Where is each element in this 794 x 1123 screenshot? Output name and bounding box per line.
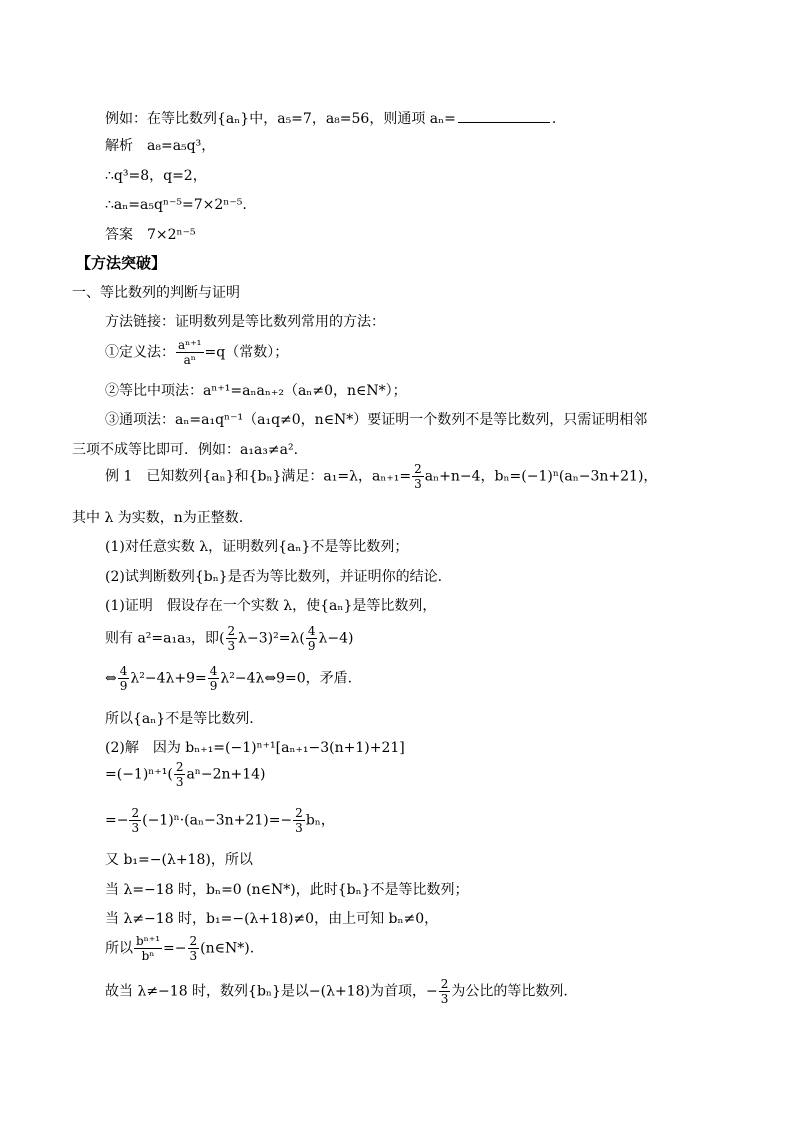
proof-1-conclusion: 所以{aₙ}不是等比数列. <box>105 711 254 727</box>
subsection-title: 一、等比数列的判断与证明 <box>72 285 240 301</box>
example-1-condition: 其中 λ 为实数，n为正整数. <box>72 510 244 526</box>
solution-2-step: =− $\frac{2}{3}$ (−1)ⁿ·(aₙ−3n+21)=− $\frac{2}{3}$ bₙ， <box>105 806 335 835</box>
step-line: ∴q³=8，q=2， <box>105 168 207 184</box>
fraction: $\frac{2}{3}$ <box>175 760 184 789</box>
proof-1-equivalence: ⇔ $\frac{4}{9}$ λ²−4λ+9= $\frac{4}{9}$ λ²−4λ⇔9=0，矛盾. <box>105 664 353 693</box>
example-line: 例如：在等比数列{aₙ}中，a₅=7，a₈=56，则通项 aₙ= . <box>105 108 556 128</box>
method-continuation: 三项不成等比即可．例如：a₁a₃≠a². <box>72 442 299 458</box>
fraction: $\frac{\text{aⁿ⁺¹}}{\text{aⁿ}}$ <box>178 338 202 367</box>
proof-1-equation: 则有 a²=a₁a₃，即( $\frac{2}{3}$ λ−3)²=λ( $\frac{4}{9}$ λ−4) <box>105 624 354 653</box>
fraction: $\frac{2}{3}$ <box>227 624 236 653</box>
solution-2-case-2: 当 λ≠−18 时，b₁=−(λ+18)≠0，由上可知 bₙ≠0， <box>105 911 439 927</box>
fraction: $\frac{4}{9}$ <box>119 664 128 693</box>
fraction: $\frac{\text{bⁿ⁺¹}}{\text{bⁿ}}$ <box>136 934 161 963</box>
solution-2-case-1: 当 λ=−18 时，bₙ=0 (n∈N*)，此时{bₙ}不是等比数列； <box>105 882 469 898</box>
method-definition: ①定义法： $\frac{\text{aⁿ⁺¹}}{\text{aⁿ}}$ =q（常数）； <box>105 338 289 367</box>
method-general-term: ③通项法：aₙ=a₁qⁿ⁻¹（a₁q≠0，n∈N*）要证明一个数列不是等比数列，只需证明相邻 <box>105 412 648 428</box>
fraction: $\frac{2}{3}$ <box>440 977 449 1006</box>
answer-blank <box>458 108 550 123</box>
fraction: $\frac{2}{3}$ <box>414 462 422 491</box>
analysis-line: 解析 a₈=a₅q³， <box>105 138 216 154</box>
solution-2-conclusion: 故当 λ≠−18 时，数列{bₙ}是以−(λ+18)为首项，− $\frac{2}{3}$ 为公比的等比数列. <box>105 977 568 1006</box>
solution-2-ratio: 所以 $\frac{\text{bⁿ⁺¹}}{\text{bⁿ}}$ =− $\frac{2}{3}$ (n∈N*). <box>105 934 255 963</box>
solution-2-start: (2)解 因为 bₙ₊₁=(−1)ⁿ⁺¹[aₙ₊₁−3(n+1)+21] <box>105 740 405 756</box>
fraction: $\frac{4}{9}$ <box>209 664 218 693</box>
fraction: $\frac{4}{9}$ <box>307 624 316 653</box>
fraction: $\frac{2}{3}$ <box>189 934 198 963</box>
fraction: $\frac{2}{3}$ <box>295 806 303 835</box>
solution-2-step: 又 b₁=−(λ+18)，所以 <box>105 852 253 868</box>
method-intro: 方法链接：证明数列是等比数列常用的方法： <box>105 314 385 330</box>
method-geometric-mean: ②等比中项法：aⁿ⁺¹=aₙaₙ₊₂（aₙ≠0，n∈N*）； <box>105 383 407 399</box>
question-2: (2)试判断数列{bₙ}是否为等比数列，并证明你的结论. <box>105 569 443 585</box>
step-line: ∴aₙ=a₅qⁿ⁻⁵=7×2ⁿ⁻⁵. <box>105 197 247 213</box>
question-1: (1)对任意实数 λ，证明数列{aₙ}不是等比数列； <box>105 539 409 555</box>
solution-2-step: =(−1)ⁿ⁺¹( $\frac{2}{3}$ aⁿ−2n+14) <box>105 760 266 789</box>
proof-1-start: (1)证明 假设存在一个实数 λ，使{aₙ}是等比数列， <box>105 598 437 614</box>
section-heading: 【方法突破】 <box>76 254 167 272</box>
example-1-statement: 例 1 已知数列{aₙ}和{bₙ}满足：a₁=λ，aₙ₊₁= $\frac{2}{3}$ aₙ+n−4，bₙ=(−1)ⁿ(aₙ−3n+21)， <box>105 462 658 491</box>
answer-line: 答案 7×2ⁿ⁻⁵ <box>105 227 196 243</box>
fraction: $\frac{2}{3}$ <box>131 806 140 835</box>
